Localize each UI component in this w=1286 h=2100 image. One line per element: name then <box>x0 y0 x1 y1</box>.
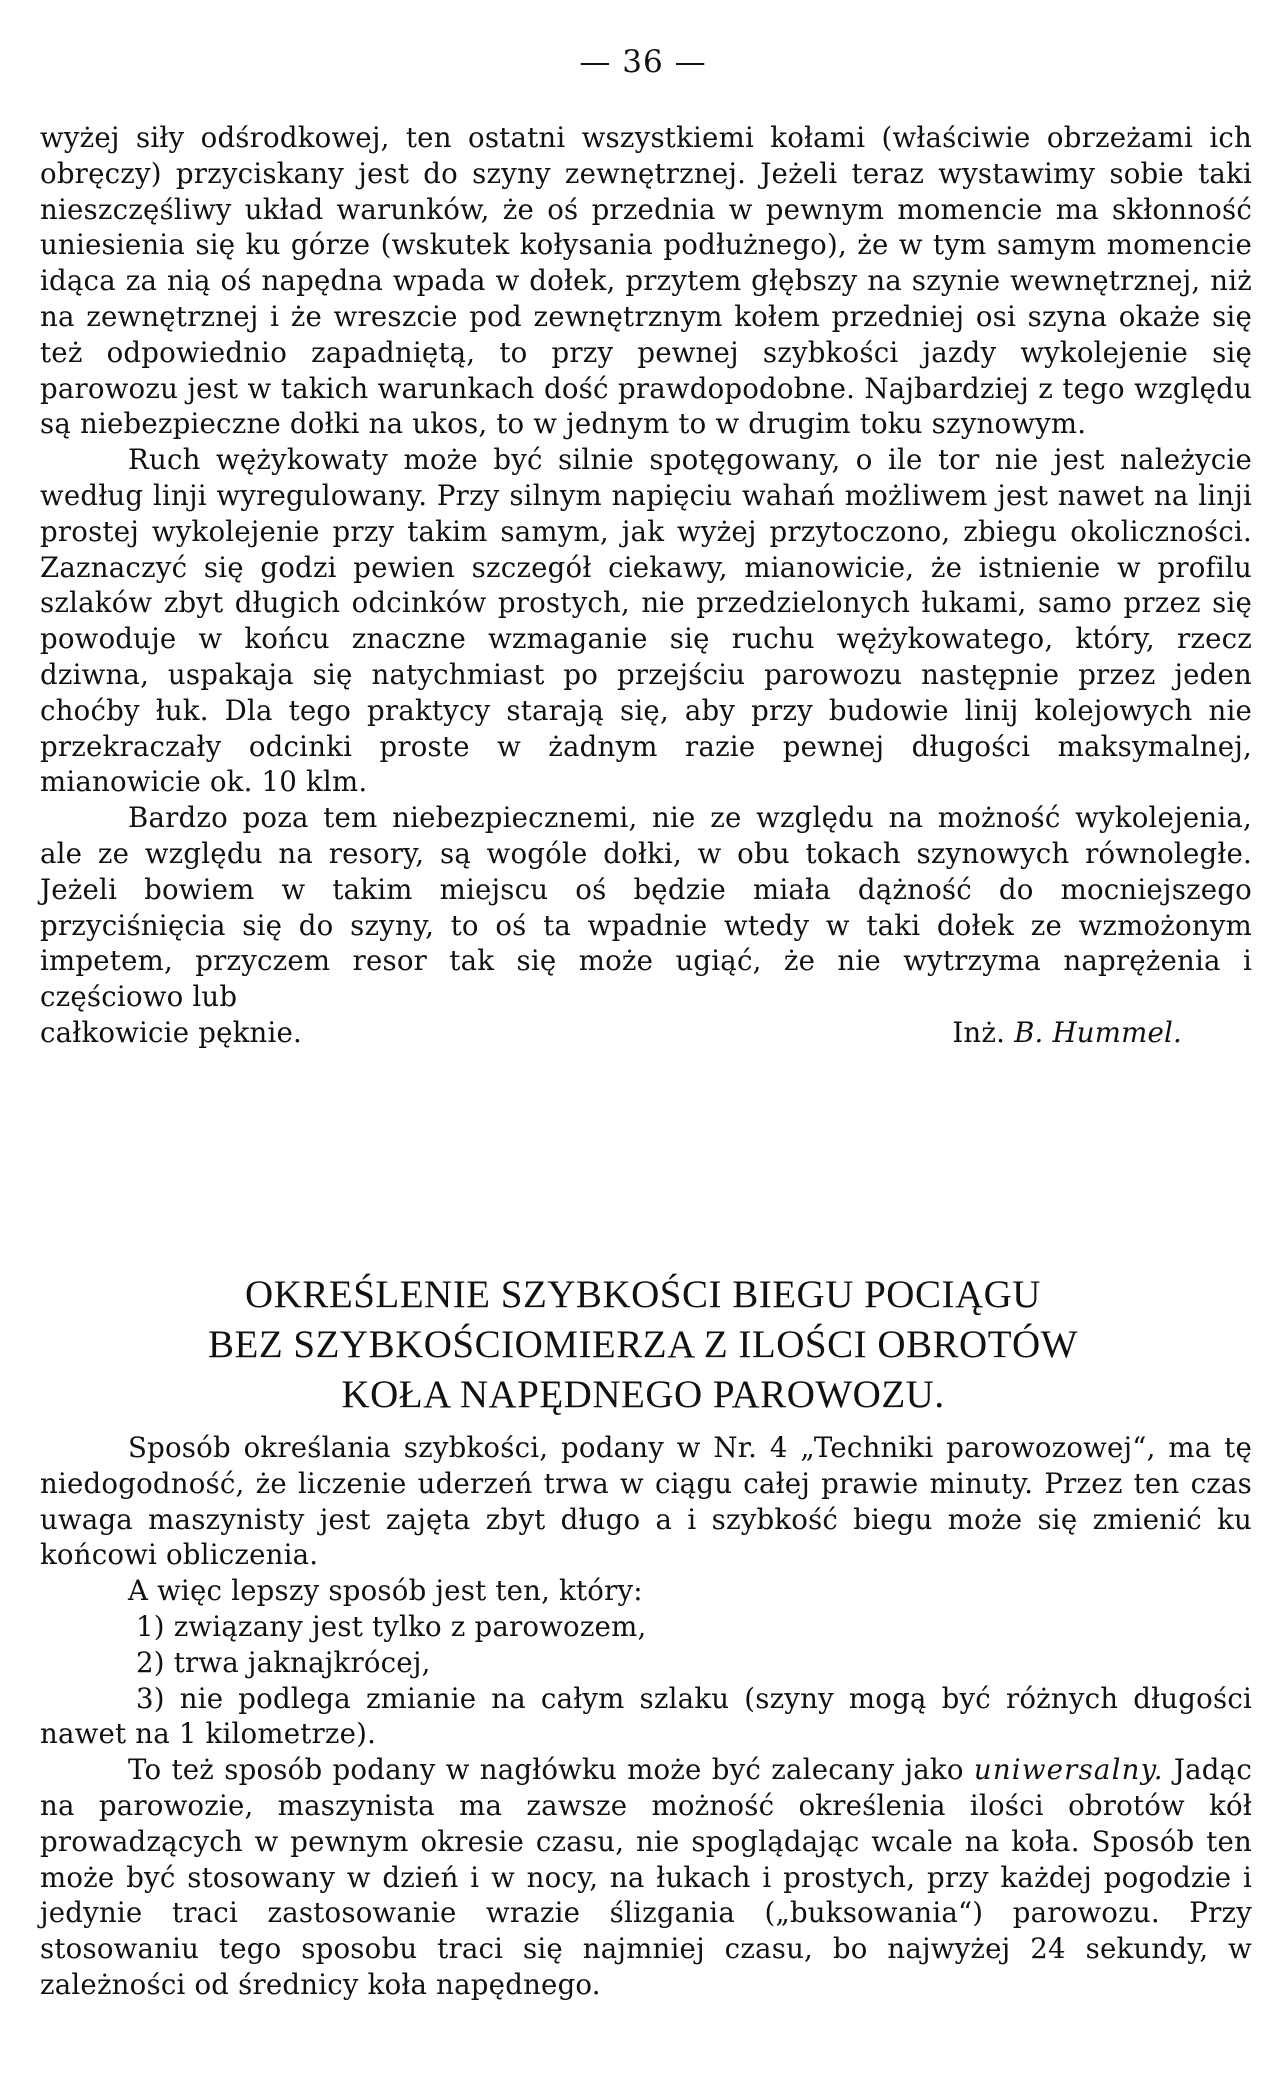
page-number: — 36 — <box>579 44 707 80</box>
article-body <box>40 120 1252 1051</box>
list-item: 3) nie podlega zmianie na całym szlaku (szyny mogą być różnych długości nawet na 1 kilometrze). <box>40 1681 1252 1751</box>
list-lead: A więc lepszy sposób jest ten, który: <box>128 1574 643 1608</box>
heading-line: BEZ SZYBKOŚCIOMIERZA Z ILOŚCI OBROTÓW <box>207 1323 1078 1366</box>
list-item: 2) trwa jaknajkrócej, <box>136 1645 431 1679</box>
paragraph: wyżej siły odśrodkowej, ten ostatni wszystkiemi kołami (właściwie obrzeżami ich obręczy) przyciskany jest do szyny zewnętrznej. Jeżeli teraz wystawimy sobie taki nieszczęśliwy układ warunków, że oś przednia w pewnym momencie ma skłonność uniesienia się ku górze (wskutek kołysania podłużnego), że w tym samym momencie idąca za nią oś napędna wpada w dołek, przytem głębszy na szynie wewnętrznej, niż na zewnętrznej i że wreszcie pod zewnętrznym kołem przedniej osi szyna okaże się też odpowiednio zapadniętą, to przy pewnej szybkości jazdy wykolejenie się parowozu jest w takich warunkach dość prawdopodobne. Najbardziej z tego względu są niebezpieczne dołki na ukos, to w jednym to w drugim toku szynowym. <box>40 121 1252 441</box>
paragraph-start: To też sposób podany w nagłówku może być zalecany jako <box>128 1753 964 1787</box>
closing-text: całkowicie pęknie. <box>40 1015 303 1049</box>
paragraph: Sposób określania szybkości, podany w Nr. 4 „Techniki parowozowej“, ma tę niedogodność, że liczenie uderzeń trwa w ciągu całej prawie minuty. Przez ten czas uwaga maszynisty jest zajęta zbyt długo a i szybkość biegu może się zmienić ku końcowi obliczenia. <box>40 1431 1252 1572</box>
closing-line <box>40 1015 1252 1051</box>
author-signature <box>952 1015 1182 1051</box>
article-body-2 <box>40 1430 1252 2003</box>
paragraph-rest: Jadąc na parowozie, maszynista ma zawsze możność określenia ilości obrotów kół prowadzących w pewnym okresie czasu, nie spoglądając wcale na koła. Sposób ten może być stosowany w dzień i w nocy, na łukach i prostych, przy każdej pogodzie i jedynie traci zastosowanie wrazie ślizgania („buksowania“) parowozu. Przy stosowaniu tego sposobu traci się najmniej czasu, bo najwyżej 24 sekundy, w zależności od średnicy koła napędnego. <box>40 1753 1252 2001</box>
heading-line: OKREŚLENIE SZYBKOŚCI BIEGU POCIĄGU <box>245 1273 1041 1316</box>
emphasized-term: uniwersalny. <box>973 1753 1164 1787</box>
paragraph: Ruch wężykowaty może być silnie spotęgowany, o ile tor nie jest należycie według linji wyregulowany. Przy silnym napięciu wahań możliwem jest nawet na linji prostej wykolejenie przy takim samym, jak wyżej przytoczono, zbiegu okoliczności. Zaznaczyć się godzi pewien szczegół ciekawy, mianowicie, że istnienie w profilu szlaków zbyt długich odcinków prostych, nie przedzielonych łukami, samo przez się powoduje w końcu znaczne wzmaganie się ruchu wężykowatego, który, rzecz dziwna, uspakaja się natychmiast po przejściu parowozu następnie przez jeden choćby łuk. Dla tego praktycy starają się, aby przy budowie linij kolejowych nie przekraczały odcinki proste w żadnym razie pewnej długości maksymalnej, mianowicie ok. 10 klm. <box>40 443 1252 799</box>
article-heading <box>0 1270 1286 1420</box>
list-item: 1) związany jest tylko z parowozem, <box>136 1609 647 1643</box>
paragraph: Bardzo poza tem niebezpiecznemi, nie ze względu na możność wykolejenia, ale ze względu na resory, są wogóle dołki, w obu tokach szynowych równoległe. Jeżeli bowiem w takim miejscu oś będzie miała dążność do mocniejszego przyciśnięcia się do szyny, to oś ta wpadnie wtedy w taki dołek ze wzmożonym impetem, przyczem resor tak się może ugiąć, że nie wytrzyma naprężenia i częściowo lub <box>40 801 1252 1014</box>
heading-line: KOŁA NAPĘDNEGO PAROWOZU. <box>341 1373 945 1416</box>
author-name: B. Hummel. <box>1014 1015 1182 1049</box>
paragraph <box>40 1752 1252 2003</box>
signature-prefix: Inż. <box>952 1015 1006 1049</box>
